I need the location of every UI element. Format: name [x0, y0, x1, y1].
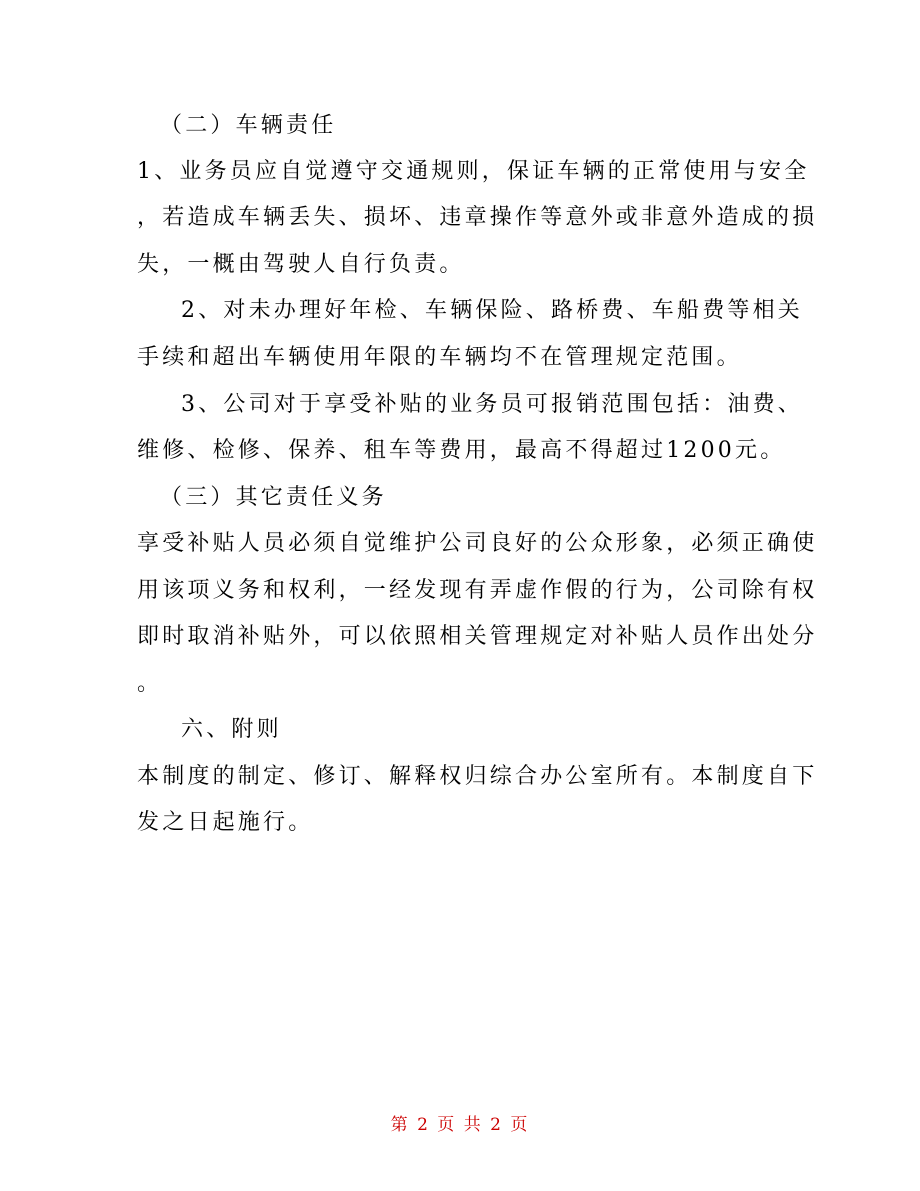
page-number-footer: 第 2 页 共 2 页 — [390, 1115, 530, 1135]
other-duties-line-3: 即时取消补贴外，可以依照相关管理规定对补贴人员作出处分 — [137, 624, 818, 649]
other-duties-line-1: 享受补贴人员必须自觉维护公司良好的公众形象，必须正确使 — [137, 531, 818, 556]
item1-line-2: ，若造成车辆丢失、损坏、违章操作等意外或非意外造成的损 — [137, 205, 818, 230]
other-duties-line-2: 用该项义务和权利，一经发现有弄虚作假的行为，公司除有权 — [137, 578, 818, 603]
section-heading-appendix: 六、附则 — [181, 717, 282, 742]
section-heading-other-duties: （三）其它责任义务 — [160, 485, 387, 510]
item3-line-2: 维修、检修、保养、租车等费用，最高不得超过1200元。 — [137, 438, 786, 463]
appendix-line-1: 本制度的制定、修订、解释权归综合办公室所有。本制度自下 — [137, 764, 818, 789]
section-heading-vehicle-responsibility: （二）车辆责任 — [160, 113, 337, 138]
appendix-line-2: 发之日起施行。 — [137, 810, 314, 835]
item3-line-1: 3、公司对于享受补贴的业务员可报销范围包括：油费、 — [181, 392, 803, 417]
item1-line-1: 1、业务员应自觉遵守交通规则，保证车辆的正常使用与安全 — [137, 159, 810, 184]
item1-line-3: 失，一概由驾驶人自行负责。 — [137, 252, 465, 277]
item2-line-1: 2、对未办理好年检、车辆保险、路桥费、车船费等相关 — [181, 298, 803, 323]
item2-line-2: 手续和超出车辆使用年限的车辆均不在管理规定范围。 — [137, 345, 742, 370]
other-duties-line-4: 。 — [137, 671, 163, 696]
